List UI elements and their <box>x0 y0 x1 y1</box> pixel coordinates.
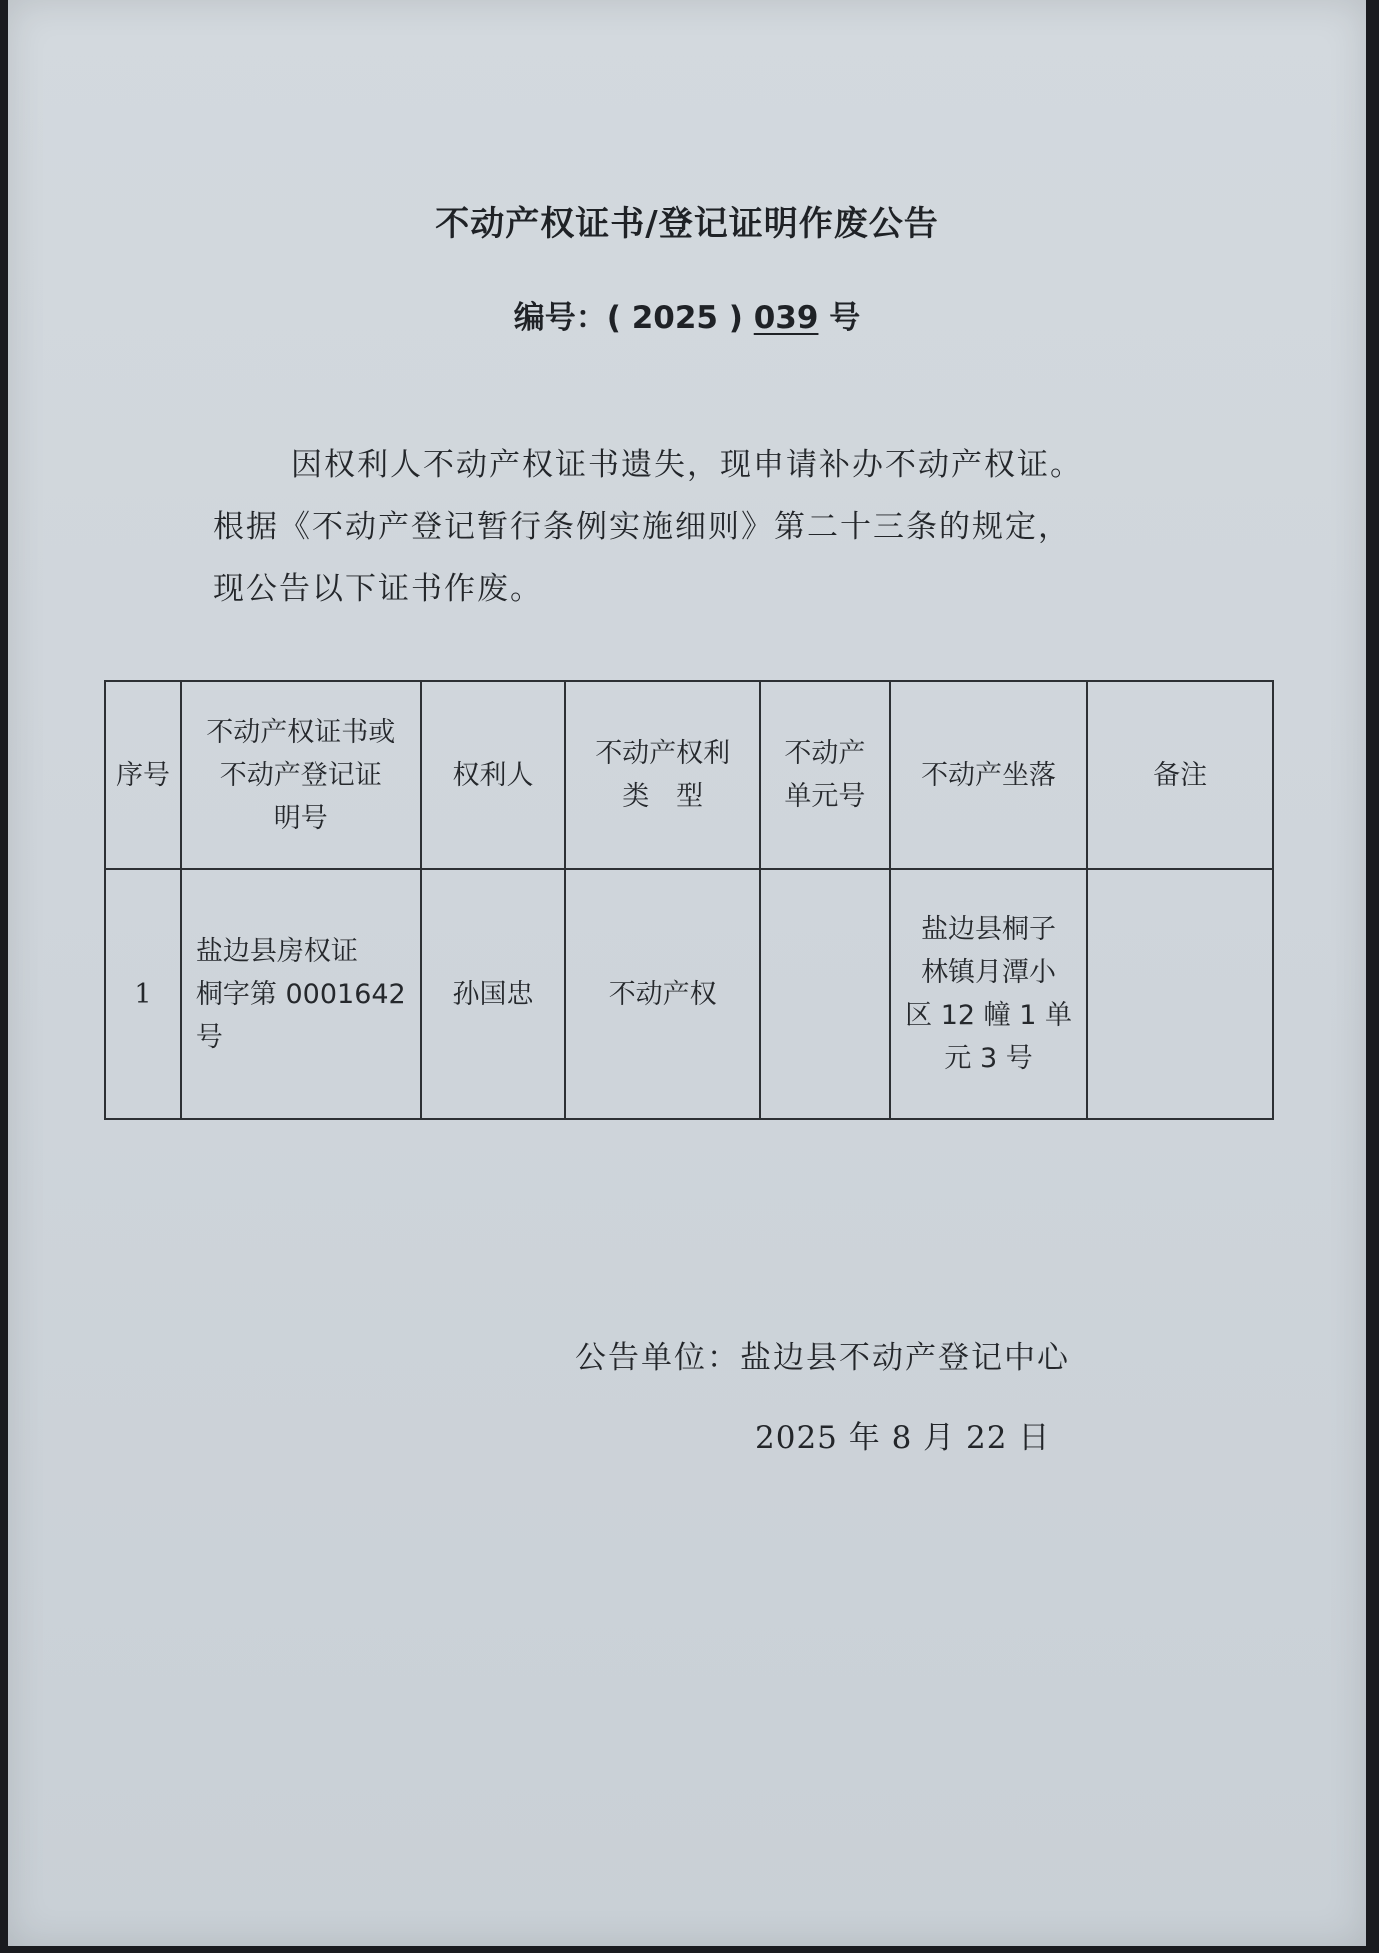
document-page <box>8 0 1366 1946</box>
cell-remark <box>1087 869 1273 1119</box>
header-remark: 备注 <box>1087 681 1273 869</box>
header-location: 不动产坐落 <box>890 681 1088 869</box>
header-seq: 序号 <box>105 681 181 869</box>
header-holder: 权利人 <box>421 681 566 869</box>
cell-holder: 孙国忠 <box>421 869 566 1119</box>
header-certificate-no: 不动产权证书或 不动产登记证 明号 <box>181 681 421 869</box>
issue-date: 2025 年 8 月 22 日 <box>755 1420 1051 1456</box>
notice-body <box>213 434 1203 620</box>
notice-paragraph-line-3: 现公告以下证书作废。 <box>213 571 543 607</box>
notice-title: 不动产权证书/登记证明作废公告 <box>435 204 939 244</box>
table-row <box>105 869 1273 1119</box>
issuing-unit: 公告单位：盐边县不动产登记中心 <box>575 1340 1070 1376</box>
cell-certificate-no: 盐边县房权证 桐字第 0001642 号 <box>181 869 421 1119</box>
void-certificate-table <box>104 680 1274 1120</box>
notice-number-value: 039 <box>753 300 819 336</box>
cell-seq: 1 <box>105 869 181 1119</box>
notice-paragraph-line-2: 根据《不动产登记暂行条例实施细则》第二十三条的规定， <box>213 509 1071 545</box>
table-header-row <box>105 681 1273 869</box>
notice-number-suffix: 号 <box>818 300 861 336</box>
cell-location: 盐边县桐子 林镇月潭小 区 12 幢 1 单 元 3 号 <box>890 869 1088 1119</box>
notice-number <box>8 292 1366 337</box>
header-unit-no: 不动产 单元号 <box>760 681 890 869</box>
notice-paragraph-line-1: 因权利人不动产权证书遗失，现申请补办不动产权证。 <box>291 447 1083 483</box>
cell-unit-no <box>760 869 890 1119</box>
cell-right-type: 不动产权 <box>565 869 760 1119</box>
notice-number-prefix: 编号：( 2025 ) <box>513 300 754 336</box>
header-right-type: 不动产权利 类 型 <box>565 681 760 869</box>
